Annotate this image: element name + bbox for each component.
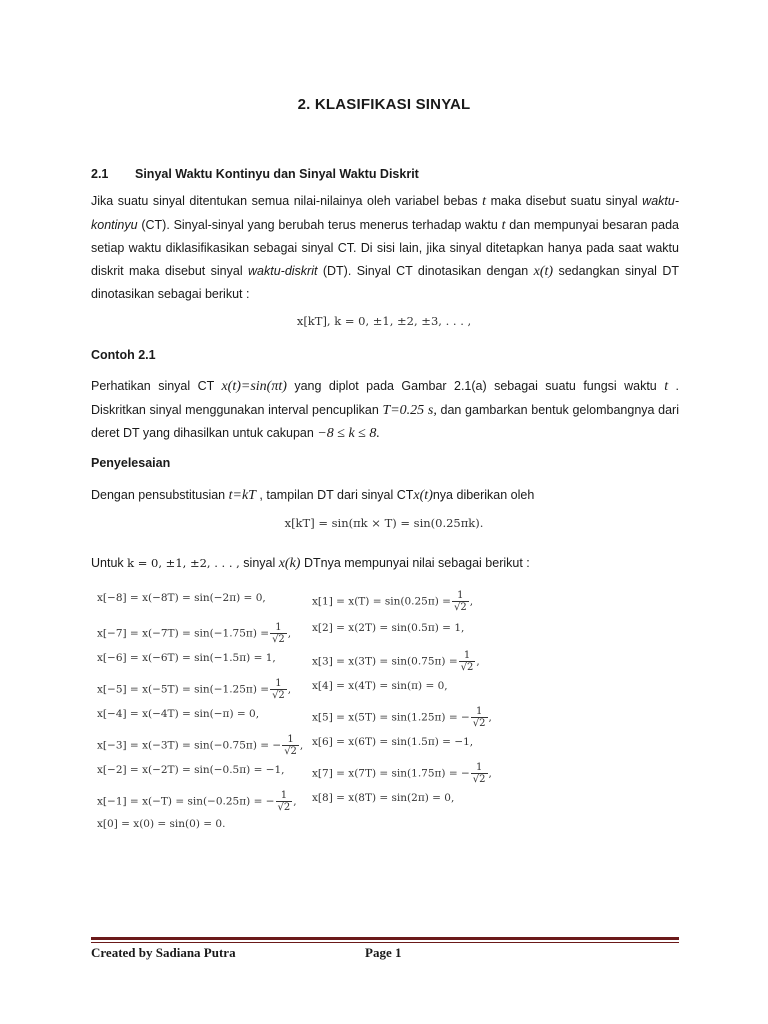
formula-text: x[7] = x(7T) = sin(1.75π) = − [312,767,470,780]
fraction-denominator: √2 [277,802,291,813]
formula-row [97,592,266,604]
fraction-numerator: 1 [471,706,488,718]
math-expr: x(t)=sin(πt) [221,379,287,394]
fraction-numerator: 1 [452,590,469,602]
section-title: Sinyal Waktu Kontinyu dan Sinyal Waktu Diskrit [135,167,419,181]
formula-row [312,680,448,692]
formula-text: x[−6] = x(−6T) = sin(−1.5π) = 1, [97,652,276,664]
formula-text: x[2] = x(2T) = sin(0.5π) = 1, [312,622,465,634]
fraction-numerator: 1 [270,678,287,690]
formula-text: x[−4] = x(−4T) = sin(−π) = 0, [97,708,260,720]
paragraph-ct-dt-definition [91,190,679,306]
formula-row [312,622,464,634]
fraction-numerator: 1 [471,762,488,774]
math-var: t [482,194,487,209]
section-heading [91,167,419,181]
formula-row [97,818,225,830]
equation-dt-notation: x[kT], k = 0, ±1, ±2, ±3, . . . , [296,314,472,328]
formula-row [97,734,303,757]
text: sedangkan sinyal DT dinotasikan sebagai berikut : [91,263,679,301]
formula-row [312,762,492,785]
text: . Diskritkan sinyal menggunakan interval pencuplikan [91,379,679,417]
text: dan gambarkan bentuk gelombangnya dari deret DT yang dihasilkan untuk cakupan [91,402,679,440]
fraction-numerator: 1 [282,734,299,746]
formula-text: x[−1] = x(−T) = sin(−0.25π) = − [97,795,275,808]
fraction [471,762,488,785]
fraction-denominator: √2 [453,602,467,613]
formula-row [97,790,297,813]
math-expr: T=0.25 s, [382,402,437,418]
formula-text: x[3] = x(3T) = sin(0.75π) = [312,655,458,668]
fraction-denominator: √2 [284,746,297,757]
formula-text: x[−3] = x(−3T) = sin(−0.75π) = − [97,739,282,752]
formula-row [97,622,291,645]
formula-tail: , [287,627,292,640]
italic-term: waktu-diskrit [248,263,318,278]
formula-text: x[−7] = x(−7T) = sin(−1.75π) = [97,627,270,640]
math-expr: x(k) [278,556,301,571]
footer-page-number: Page 1 [365,945,402,960]
math-var: t [664,379,669,394]
math-expr: −8 ≤ k ≤ 8. [317,426,380,441]
formula-tail: , [476,655,480,668]
fraction-denominator: √2 [472,774,486,785]
fraction-numerator: 1 [270,622,287,634]
fraction [459,650,476,673]
text: Dengan pensubstitusian [91,488,229,502]
footer-divider-thin [91,942,679,943]
text: dan mempunyai besaran pada setiap waktu diklasifikasikan sebagai sinyal CT. Di sisi lain, jika sinyal ditetapkan hanya pada saat waktu diskrit maka disebut sinyal [91,217,679,278]
formula-text: x[4] = x(4T) = sin(π) = 0, [312,680,448,692]
math-expr: x(t) [533,263,554,279]
math-expr: t=kT [228,488,256,503]
text: Jika suatu sinyal ditentukan semua nilai-nilainya oleh variabel bebas [91,194,483,208]
paragraph-substitution [91,484,679,508]
text: DTnya mempunyai nilai sebagai berikut : [300,556,530,570]
footer-author: Created by Sadiana Putra [91,945,236,960]
paragraph-values-intro [91,552,679,576]
formula-tail: , [488,767,492,780]
fraction-numerator: 1 [276,790,293,802]
fraction [270,622,287,645]
fraction [276,790,293,813]
formula-text: x[1] = x(T) = sin(0.25π) = [312,595,451,608]
text: sinyal [239,556,279,570]
math-var: t [501,217,506,233]
footer-divider-thick [91,937,679,940]
page-title: 2. KLASIFIKASI SINYAL [297,96,471,113]
fraction [471,706,488,729]
section-number: 2.1 [91,167,109,181]
formula-text: x[−5] = x(−5T) = sin(−1.25π) = [97,683,270,696]
fraction [282,734,299,757]
formula-tail: , [287,683,292,696]
formula-text: x[−2] = x(−2T) = sin(−0.5π) = −1, [97,764,285,776]
fraction [270,678,287,701]
formula-tail: , [299,739,304,752]
formula-tail: , [293,795,297,808]
formula-row [97,764,285,776]
fraction [452,590,469,613]
formula-row [97,678,291,701]
formula-text: x[−8] = x(−8T) = sin(−2π) = 0, [97,592,266,604]
text: nya diberikan oleh [432,488,535,502]
formula-row [97,652,276,664]
formula-row [312,792,454,804]
formula-text: x[8] = x(8T) = sin(2π) = 0, [312,792,455,804]
text: , tampilan DT dari sinyal CT [255,488,414,502]
fraction-denominator: √2 [460,662,474,673]
fraction-numerator: 1 [459,650,476,662]
paragraph-example [91,375,679,446]
formula-text: x[0] = x(0) = sin(0) = 0. [97,818,226,830]
solution-heading: Penyelesaian [91,456,171,470]
formula-row [97,708,259,720]
formula-text: x[5] = x(5T) = sin(1.25π) = − [312,711,470,724]
italic-term: waktu-kontinyu [91,194,679,232]
equation-dt-signal: x[kT] = sin(πk × T) = sin(0.25πk). [284,516,484,530]
text: yang diplot pada Gambar 2.1(a) sebagai suatu fungsi waktu [286,379,665,393]
text: Untuk [91,556,128,570]
formula-row [312,736,473,748]
fraction-denominator: √2 [272,634,285,645]
formula-row [312,590,473,613]
fraction-denominator: √2 [272,690,285,701]
math-expr: k = 0, ±1, ±2, . . . , [127,556,240,570]
formula-text: x[6] = x(6T) = sin(1.5π) = −1, [312,736,474,748]
text: Perhatikan sinyal CT [91,379,222,393]
text: (CT). Sinyal-sinyal yang berubah terus menerus terhadap waktu [137,217,502,232]
formula-tail: , [488,711,492,724]
text: maka disebut suatu sinyal [486,194,643,208]
formula-tail: , [469,595,474,608]
text: (DT). Sinyal CT dinotasikan dengan [317,263,534,278]
math-expr: x(t) [413,488,433,503]
formula-row [312,706,492,729]
fraction-denominator: √2 [472,718,486,729]
formula-row [312,650,480,673]
example-heading: Contoh 2.1 [91,348,156,362]
